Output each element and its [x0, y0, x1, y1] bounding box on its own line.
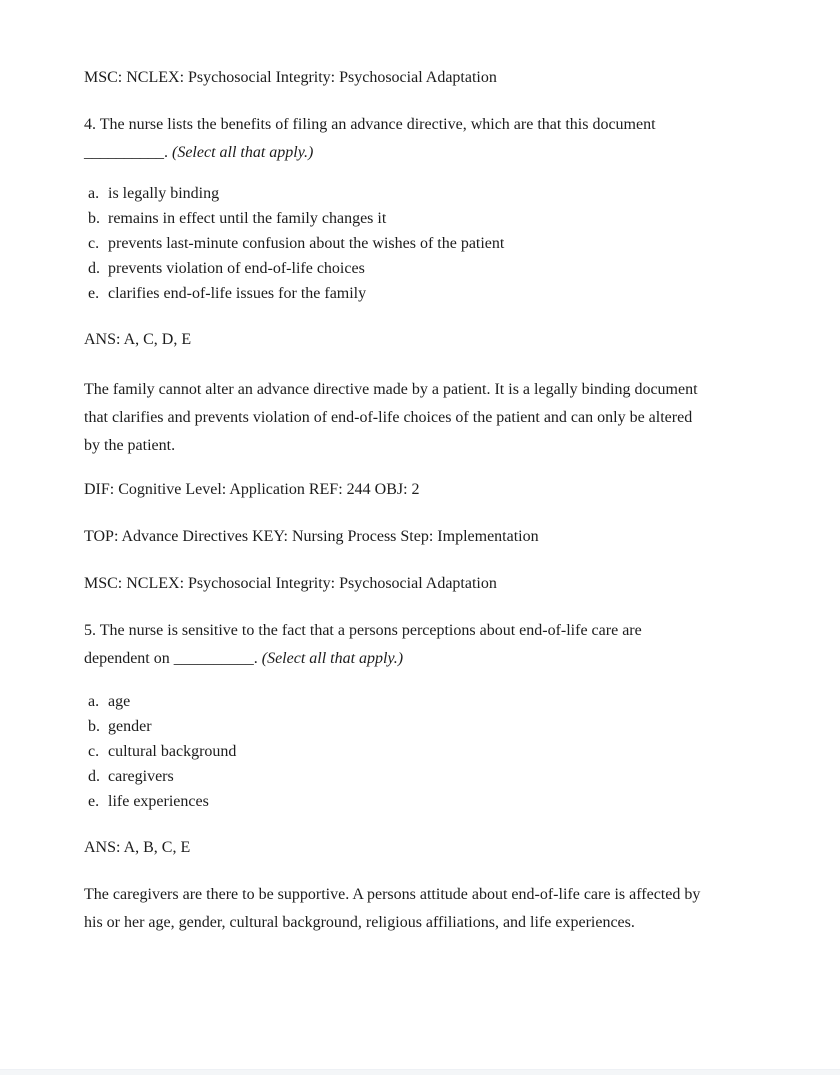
question4-options: [84, 181, 752, 306]
option-text: caregivers: [108, 768, 174, 785]
option-letter: e.: [88, 793, 100, 810]
question4-msc-line: MSC: NCLEX: Psychosocial Integrity: Psychosocial Adaptation: [84, 575, 497, 592]
question4-rationale: [84, 376, 752, 460]
option-letter: e.: [88, 285, 100, 302]
option-text: prevents last-minute confusion about the wishes of the patient: [108, 235, 505, 252]
option-letter: c.: [88, 235, 100, 252]
question4-option-c: [88, 231, 752, 256]
option-text: remains in effect until the family changes it: [108, 210, 387, 227]
question4-answer-blank: __________: [84, 144, 164, 161]
question4-option-d: [88, 256, 752, 281]
option-letter: b.: [88, 210, 100, 227]
question4-blank-period: .: [164, 144, 168, 161]
question5-stem-line2-prefix: dependent on: [84, 650, 174, 667]
option-letter: d.: [88, 260, 100, 277]
question4-stem-line1: 4. The nurse lists the benefits of filing an advance directive, which are that this document: [84, 116, 656, 133]
question5-stem-line1: 5. The nurse is sensitive to the fact that a persons perceptions about end-of-life care are: [84, 622, 642, 639]
question4-dif-line: DIF: Cognitive Level: Application REF: 244 OBJ: 2: [84, 481, 420, 498]
question5-answer-blank: __________: [173, 650, 254, 667]
question4-stem-line2: [84, 139, 752, 167]
option-letter: c.: [88, 743, 100, 760]
question4-top-line: TOP: Advance Directives KEY: Nursing Process Step: Implementation: [84, 528, 539, 545]
rationale-line: that clarifies and prevents violation of end-of-life choices of the patient and can only be altered: [84, 409, 693, 426]
question5-option-d: [88, 764, 752, 789]
option-letter: a.: [88, 185, 100, 202]
option-text: age: [108, 693, 131, 710]
question5-option-c: [88, 739, 752, 764]
question5-option-b: [88, 714, 752, 739]
question5-rationale: [84, 881, 752, 937]
option-text: life experiences: [108, 793, 209, 810]
question4-stem: [84, 111, 752, 167]
question5-option-a: [88, 689, 752, 714]
question5-blank-period: .: [253, 650, 258, 667]
option-text: is legally binding: [108, 185, 220, 202]
question5-option-e: [88, 789, 752, 814]
rationale-line: The family cannot alter an advance directive made by a patient. It is a legally binding document: [84, 381, 698, 398]
rationale-line: by the patient.: [84, 437, 176, 454]
question5-answer-line: ANS: A, B, C, E: [84, 839, 191, 856]
question5-options: [84, 689, 752, 814]
option-text: prevents violation of end-of-life choices: [108, 260, 365, 277]
question5-select-all-note: (Select all that apply.): [261, 650, 404, 667]
rationale-line: his or her age, gender, cultural background, religious affiliations, and life experiences.: [84, 914, 635, 931]
option-text: gender: [108, 718, 152, 735]
question4-option-b: [88, 206, 752, 231]
option-text: cultural background: [108, 743, 237, 760]
option-letter: d.: [88, 768, 100, 785]
question4-option-a: [88, 181, 752, 206]
rationale-line: The caregivers are there to be supportive. A persons attitude about end-of-life care is affected by: [84, 886, 701, 903]
question4-option-e: [88, 281, 752, 306]
question5-stem: [84, 617, 752, 673]
page-bottom-edge: [0, 1069, 840, 1075]
question5-stem-line2: [84, 645, 752, 673]
q3-msc-line: MSC: NCLEX: Psychosocial Integrity: Psychosocial Adaptation: [84, 69, 497, 86]
question4-answer-line: ANS: A, C, D, E: [84, 331, 192, 348]
question4-select-all-note: (Select all that apply.): [172, 144, 314, 161]
option-letter: a.: [88, 693, 100, 710]
option-letter: b.: [88, 718, 100, 735]
option-text: clarifies end-of-life issues for the family: [108, 285, 367, 302]
